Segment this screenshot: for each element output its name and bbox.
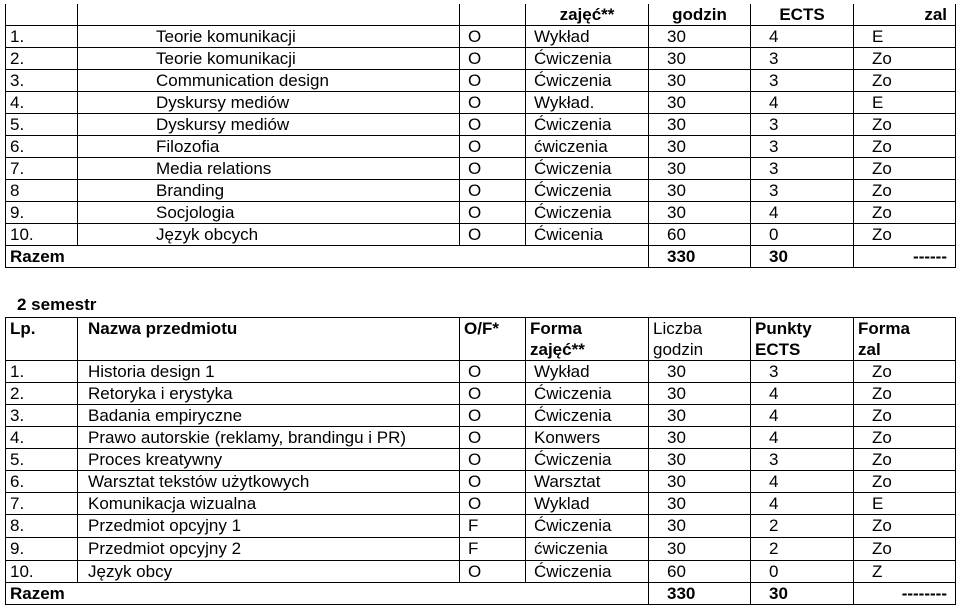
cell-name: Media relations	[78, 158, 460, 180]
cell-ects: 3	[751, 48, 854, 70]
cell-name: Socjologia	[78, 202, 460, 224]
table-header	[6, 318, 956, 361]
cell-name: Proces kreatywny	[78, 449, 460, 471]
cell-of: O	[460, 158, 526, 180]
cell-godzin: 30	[649, 136, 751, 158]
cell-name: Komunikacja wizualna	[78, 493, 460, 515]
cell-forma: Wykład	[526, 361, 649, 383]
semester-title: 2 semestr	[17, 295, 97, 314]
table-row	[6, 427, 956, 449]
cell-ects: 4	[751, 427, 854, 449]
cell-godzin: 30	[649, 383, 751, 405]
header-forma	[526, 318, 649, 361]
cell-name: Teorie komunikacji	[78, 26, 460, 48]
cell-ects: 4	[751, 383, 854, 405]
total-ects: 30	[751, 583, 854, 605]
cell-of: O	[460, 427, 526, 449]
total-zal: ------	[854, 246, 956, 268]
header-forma: zajęć**	[526, 4, 649, 26]
cell-forma: Ćwiczenia	[526, 158, 649, 180]
cell-godzin: 30	[649, 70, 751, 92]
cell-ects: 4	[751, 92, 854, 114]
table-row	[6, 449, 956, 471]
table-row	[6, 114, 956, 136]
cell-lp: 10.	[6, 224, 78, 246]
cell-forma: Wykład	[526, 26, 649, 48]
cell-name: Prawo autorskie (reklamy, brandingu i PR)	[78, 427, 460, 449]
table-row	[6, 405, 956, 427]
cell-of: O	[460, 493, 526, 515]
header-lp: Lp.	[6, 318, 78, 361]
cell-godzin: 30	[649, 202, 751, 224]
cell-name: Historia design 1	[78, 361, 460, 383]
cell-godzin: 30	[649, 515, 751, 538]
cell-name: Retoryka i erystyka	[78, 383, 460, 405]
header-forma-line2: zajęć**	[530, 340, 585, 359]
cell-name: Język obcy	[78, 561, 460, 583]
cell-forma: Ćwiczenia	[526, 70, 649, 92]
total-godzin: 330	[649, 246, 751, 268]
cell-of: O	[460, 48, 526, 70]
header-godzin-line2: godzin	[653, 340, 704, 359]
cell-ects: 0	[751, 561, 854, 583]
cell-forma: ćwiczenia	[526, 136, 649, 158]
cell-name: Teorie komunikacji	[78, 48, 460, 70]
cell-lp: 7.	[6, 493, 78, 515]
total-label: Razem	[6, 583, 649, 605]
cell-godzin: 30	[649, 92, 751, 114]
table-row	[6, 26, 956, 48]
table-row	[6, 224, 956, 246]
table-row	[6, 515, 956, 538]
cell-ects: 2	[751, 538, 854, 561]
table-row	[6, 383, 956, 405]
cell-godzin: 30	[649, 449, 751, 471]
cell-forma: ćwiczenia	[526, 538, 649, 561]
cell-ects: 4	[751, 405, 854, 427]
cell-godzin: 30	[649, 48, 751, 70]
cell-lp: 1.	[6, 26, 78, 48]
cell-of: O	[460, 224, 526, 246]
header-name: Nazwa przedmiotu	[78, 318, 460, 361]
cell-zal: Zo	[854, 202, 956, 224]
header-ects: ECTS	[751, 4, 854, 26]
cell-forma: Ćwiczenia	[526, 180, 649, 202]
table-row	[6, 70, 956, 92]
cell-ects: 4	[751, 493, 854, 515]
cell-godzin: 60	[649, 224, 751, 246]
table-row	[6, 538, 956, 561]
total-row	[6, 583, 956, 605]
cell-ects: 3	[751, 180, 854, 202]
table-row	[6, 202, 956, 224]
cell-name: Dyskursy mediów	[78, 92, 460, 114]
cell-name: Badania empiryczne	[78, 405, 460, 427]
cell-godzin: 60	[649, 561, 751, 583]
cell-zal: Zo	[854, 48, 956, 70]
cell-name: Przedmiot opcyjny 2	[78, 538, 460, 561]
cell-godzin: 30	[649, 493, 751, 515]
header-godzin	[649, 318, 751, 361]
cell-name: Przedmiot opcyjny 1	[78, 515, 460, 538]
cell-godzin: 30	[649, 361, 751, 383]
cell-of: O	[460, 471, 526, 493]
cell-zal: Zo	[854, 515, 956, 538]
total-row	[6, 246, 956, 268]
cell-godzin: 30	[649, 180, 751, 202]
cell-of: O	[460, 180, 526, 202]
cell-godzin: 30	[649, 26, 751, 48]
cell-of: O	[460, 136, 526, 158]
cell-ects: 3	[751, 361, 854, 383]
cell-ects: 3	[751, 449, 854, 471]
cell-ects: 2	[751, 515, 854, 538]
header-ects-line2: ECTS	[755, 340, 801, 359]
cell-forma: Ćwiczenia	[526, 202, 649, 224]
cell-of: O	[460, 92, 526, 114]
cell-ects: 3	[751, 70, 854, 92]
cell-of: O	[460, 561, 526, 583]
header-zal: zal	[854, 4, 956, 26]
total-ects: 30	[751, 246, 854, 268]
cell-forma: Ćwiczenia	[526, 515, 649, 538]
cell-ects: 4	[751, 471, 854, 493]
cell-of: O	[460, 361, 526, 383]
cell-name: Branding	[78, 180, 460, 202]
header-ects	[751, 318, 854, 361]
cell-zal: Zo	[854, 361, 956, 383]
table-row	[6, 48, 956, 70]
cell-lp: 6.	[6, 471, 78, 493]
semester-1-table	[5, 4, 956, 268]
header-zal-line1: Forma	[858, 319, 910, 338]
cell-name: Język obcych	[78, 224, 460, 246]
table-row	[6, 136, 956, 158]
cell-forma: Ćwiczenia	[526, 48, 649, 70]
cell-godzin: 30	[649, 471, 751, 493]
cell-lp: 3.	[6, 405, 78, 427]
cell-of: O	[460, 26, 526, 48]
cell-of: O	[460, 405, 526, 427]
cell-of: O	[460, 202, 526, 224]
cell-zal: Zo	[854, 427, 956, 449]
table-row	[6, 92, 956, 114]
cell-of: O	[460, 383, 526, 405]
cell-godzin: 30	[649, 158, 751, 180]
cell-zal: Zo	[854, 136, 956, 158]
cell-zal: E	[854, 92, 956, 114]
total-label: Razem	[6, 246, 649, 268]
cell-forma: Ćwiczenia	[526, 383, 649, 405]
semester-2-table	[5, 317, 956, 605]
cell-zal: Zo	[854, 449, 956, 471]
cell-lp: 9.	[6, 538, 78, 561]
header-ects-line1: Punkty	[755, 319, 812, 338]
cell-zal: Zo	[854, 180, 956, 202]
cell-forma: Wykład.	[526, 92, 649, 114]
cell-ects: 3	[751, 136, 854, 158]
total-godzin: 330	[649, 583, 751, 605]
cell-forma: Ćwiczenia	[526, 449, 649, 471]
cell-godzin: 30	[649, 538, 751, 561]
table-row	[6, 158, 956, 180]
cell-zal: Zo	[854, 158, 956, 180]
cell-lp: 4.	[6, 92, 78, 114]
cell-of: O	[460, 70, 526, 92]
cell-zal: Zo	[854, 70, 956, 92]
header-godzin: godzin	[649, 4, 751, 26]
cell-godzin: 30	[649, 405, 751, 427]
cell-of: O	[460, 114, 526, 136]
header-of: O/F*	[460, 318, 526, 361]
cell-lp: 8	[6, 180, 78, 202]
cell-forma: Ćwiczenia	[526, 114, 649, 136]
cell-zal: E	[854, 26, 956, 48]
cell-name: Communication design	[78, 70, 460, 92]
cell-zal: Zo	[854, 538, 956, 561]
header-zal	[854, 318, 956, 361]
cell-ects: 0	[751, 224, 854, 246]
cell-ects: 3	[751, 158, 854, 180]
cell-lp: 1.	[6, 361, 78, 383]
cell-lp: 2.	[6, 383, 78, 405]
table-row	[6, 561, 956, 583]
cell-zal: Zo	[854, 471, 956, 493]
cell-name: Filozofia	[78, 136, 460, 158]
cell-lp: 10.	[6, 561, 78, 583]
cell-of: F	[460, 538, 526, 561]
cell-lp: 9.	[6, 202, 78, 224]
cell-zal: Z	[854, 561, 956, 583]
cell-zal: Zo	[854, 383, 956, 405]
cell-lp: 2.	[6, 48, 78, 70]
table-row	[6, 471, 956, 493]
cell-ects: 4	[751, 26, 854, 48]
cell-zal: Zo	[854, 224, 956, 246]
cell-forma: Ćwiczenia	[526, 561, 649, 583]
cell-zal: E	[854, 493, 956, 515]
table-row	[6, 361, 956, 383]
cell-forma: Ćwicenia	[526, 224, 649, 246]
cell-lp: 5.	[6, 449, 78, 471]
header-zal-line2: zal	[858, 340, 881, 359]
cell-of: O	[460, 449, 526, 471]
cell-lp: 7.	[6, 158, 78, 180]
table-row	[6, 180, 956, 202]
cell-name: Dyskursy mediów	[78, 114, 460, 136]
cell-godzin: 30	[649, 427, 751, 449]
table-row	[6, 493, 956, 515]
table-header-partial	[6, 4, 956, 26]
header-godzin-line1: Liczba	[653, 319, 703, 338]
cell-godzin: 30	[649, 114, 751, 136]
cell-zal: Zo	[854, 114, 956, 136]
cell-of: F	[460, 515, 526, 538]
cell-ects: 4	[751, 202, 854, 224]
cell-ects: 3	[751, 114, 854, 136]
total-zal: --------	[854, 583, 956, 605]
cell-forma: Wyklad	[526, 493, 649, 515]
header-forma-line1: Forma	[530, 319, 582, 338]
cell-lp: 6.	[6, 136, 78, 158]
cell-lp: 5.	[6, 114, 78, 136]
cell-name: Warsztat tekstów użytkowych	[78, 471, 460, 493]
cell-lp: 3.	[6, 70, 78, 92]
cell-lp: 8.	[6, 515, 78, 538]
cell-zal: Zo	[854, 405, 956, 427]
cell-forma: Konwers	[526, 427, 649, 449]
cell-forma: Warsztat	[526, 471, 649, 493]
cell-forma: Ćwiczenia	[526, 405, 649, 427]
cell-lp: 4.	[6, 427, 78, 449]
